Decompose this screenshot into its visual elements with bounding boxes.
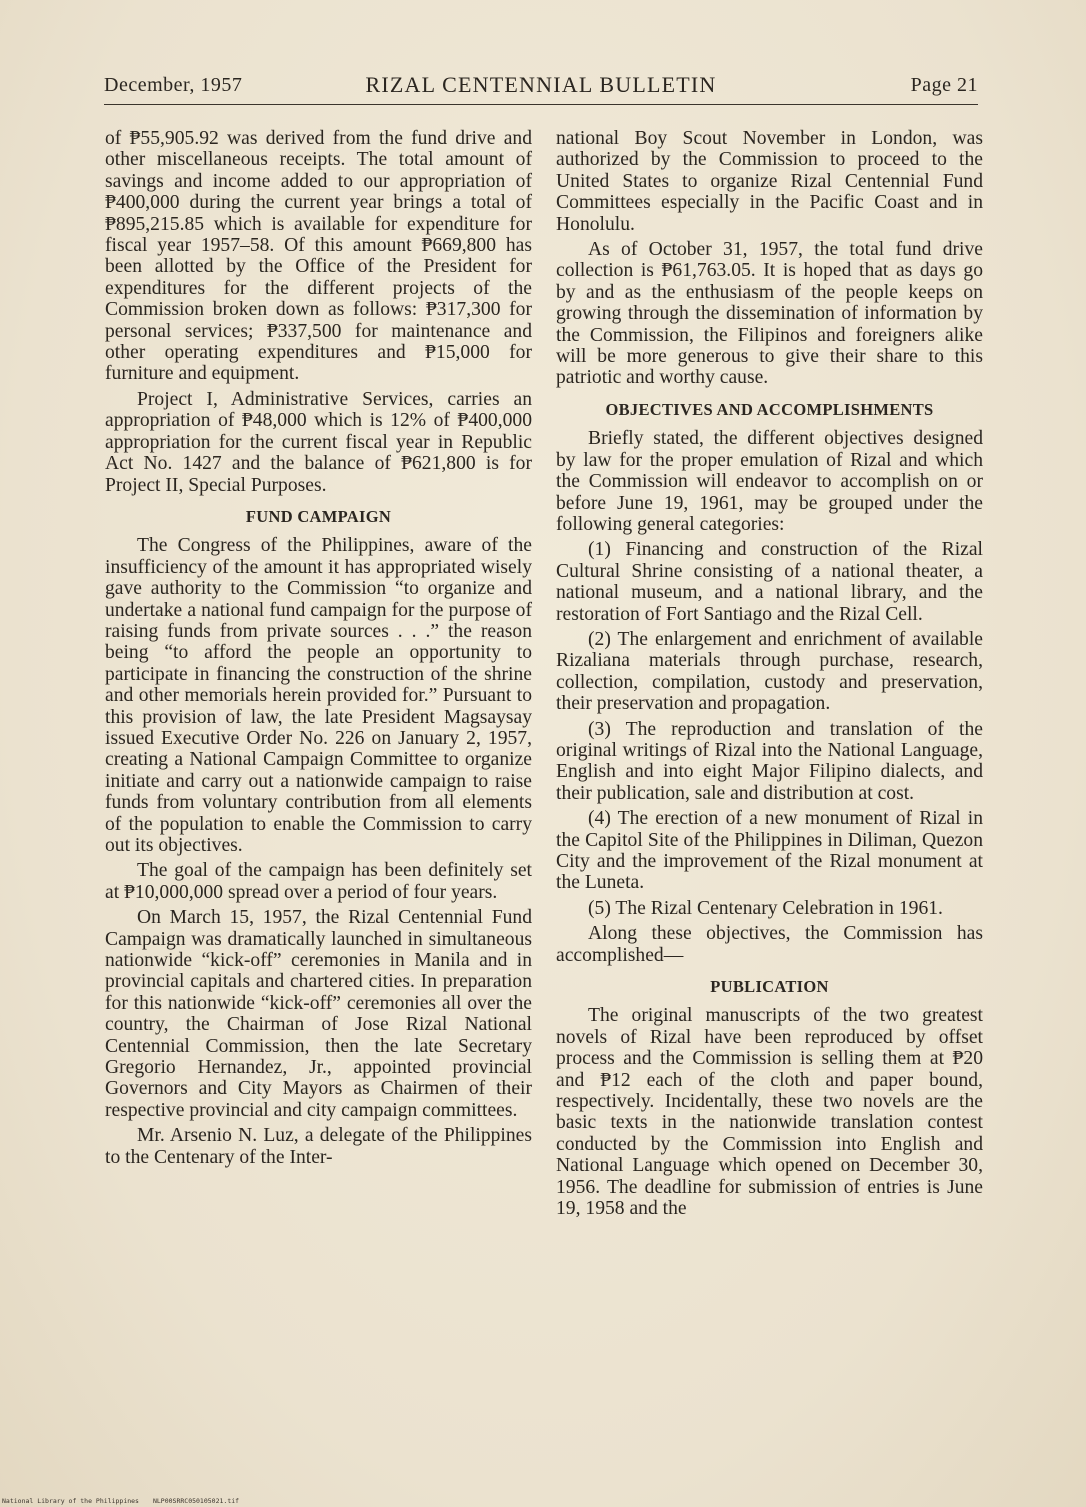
- section-heading-fund-campaign: FUND CAMPAIGN: [245, 506, 392, 526]
- section-heading-objectives: OBJECTIVES AND ACCOMPLISHMENTS: [605, 399, 934, 419]
- paragraph: Briefly stated, the different objectives designed by law for the proper emulation of Rizal and which the Commission will endeavor to accomplish on or before June 19, 1961, may be grouped under the following general categories:: [556, 428, 983, 535]
- list-item: (2) The enlargement and enrichment of available Rizaliana materials through purchase, research, collection, compilation, custody and preservation, their preservation and propagation.: [556, 628, 983, 715]
- footer-library: National Library of the Philippines: [2, 1497, 139, 1505]
- header-date: December, 1957: [104, 74, 243, 96]
- paragraph: Along these objectives, the Commission has accomplished—: [556, 923, 983, 966]
- paragraph: The Congress of the Philippines, aware of the insufficiency of the amount it has appropriated wisely gave authority to the Commission “to organize and undertake a national fund campaign for the purpose of raising funds from private sources . . .” the reason being “to afford the people an opportunity to participate in financing the construction of the shrine and other memorials herein provided for.” Pursuant to this provision of law, the late President Magsaysay issued Executive Order No. 226 on January 2, 1957, creating a National Campaign Committee to organize initiate and carry out a nationwide campaign to raise funds from voluntary contribution from all elements of the population to enable the Commission to carry out its objectives.: [105, 535, 532, 856]
- list-item: (3) The reproduction and translation of the original writings of Rizal into the National Language, English and into eight Major Filipino dialects, and their publication, sale and distribution at cost.: [556, 718, 983, 804]
- paragraph: Project I, Administrative Services, carries an appropriation of ₱48,000 which is 12% of ₱400,000 appropriation for the current fiscal year in Republic Act No. 1427 and the balance of ₱621,800 is for Project II, Special Purposes.: [105, 388, 532, 496]
- running-header: [104, 72, 978, 104]
- paragraph: national Boy Scout November in London, was authorized by the Commission to proceed to the United States to organize Rizal Centennial Fund Committees especially in the Pacific Coast and in Honolulu.: [556, 128, 983, 235]
- list-item: (5) The Rizal Centenary Celebration in 1961.: [588, 897, 943, 919]
- scan-footer: [2, 1497, 253, 1505]
- paragraph: As of October 31, 1957, the total fund drive collection is ₱61,763.05. It is hoped that as days go by and as the enthusiasm of the people keeps on growing through the dissemination of information by the Commission, the Filipinos and foreigners alike will be more generous to give their share to this patriotic and worthy cause.: [556, 239, 983, 389]
- paragraph: Mr. Arsenio N. Luz, a delegate of the Philippines to the Centenary of the Inter-: [105, 1125, 532, 1168]
- header-publication-title: RIZAL CENTENNIAL BULLETIN: [365, 72, 717, 97]
- left-column: [105, 128, 532, 1172]
- list-item: (1) Financing and construction of the Rizal Cultural Shrine consisting of a national theater, a national museum, and a national library, and the restoration of Fort Santiago and the Rizal Cell.: [556, 539, 983, 625]
- right-column: [556, 128, 983, 1224]
- paragraph: of ₱55,905.92 was derived from the fund drive and other miscellaneous receipts. The total amount of savings and income added to our appropriation of ₱400,000 during the current year brings a total of ₱895,215.85 which is available for expenditure for fiscal year 1957–58. Of this amount ₱669,800 has been allotted by the Office of the President for expenditures for the different projects of the Commission broken down as follows: ₱317,300 for personal services; ₱337,500 for maintenance and other operating expenditures and ₱15,000 for furniture and equipment.: [105, 128, 532, 385]
- header-rule: [104, 104, 978, 105]
- paragraph: The original manuscripts of the two greatest novels of Rizal have been reproduced by offset process and the Commission is selling them at ₱20 and ₱12 each of the cloth and paper bound, respectively. Incidentally, these two novels are the basic texts in the nationwide translation contest conducted by the Commission into English and National Language which opened on December 30, 1956. The deadline for submission of entries is June 19, 1958 and the: [556, 1005, 983, 1220]
- paragraph: The goal of the campaign has been definitely set at ₱10,000,000 spread over a period of four years.: [105, 860, 532, 903]
- header-page-number: Page 21: [910, 74, 978, 96]
- footer-filename: NLP00SRRC050105021.tif: [152, 1497, 240, 1505]
- list-item: (4) The erection of a new monument of Rizal in the Capitol Site of the Philippines in Diliman, Quezon City and the improvement of the Rizal monument at the Luneta.: [556, 808, 983, 894]
- section-heading-publication: PUBLICATION: [710, 977, 829, 997]
- paragraph: On March 15, 1957, the Rizal Centennial Fund Campaign was dramatically launched in simultaneous nationwide “kick-off” ceremonies in Manila and in provincial capitals and chartered cities. In preparation for this nationwide “kick-off” ceremonies all over the country, the Chairman of Jose Rizal National Centennial Commission, then the late Secretary Gregorio Hernandez, Jr., appointed provincial Governors and City Mayors as Chairmen of their respective provincial and city campaign committees.: [105, 907, 532, 1121]
